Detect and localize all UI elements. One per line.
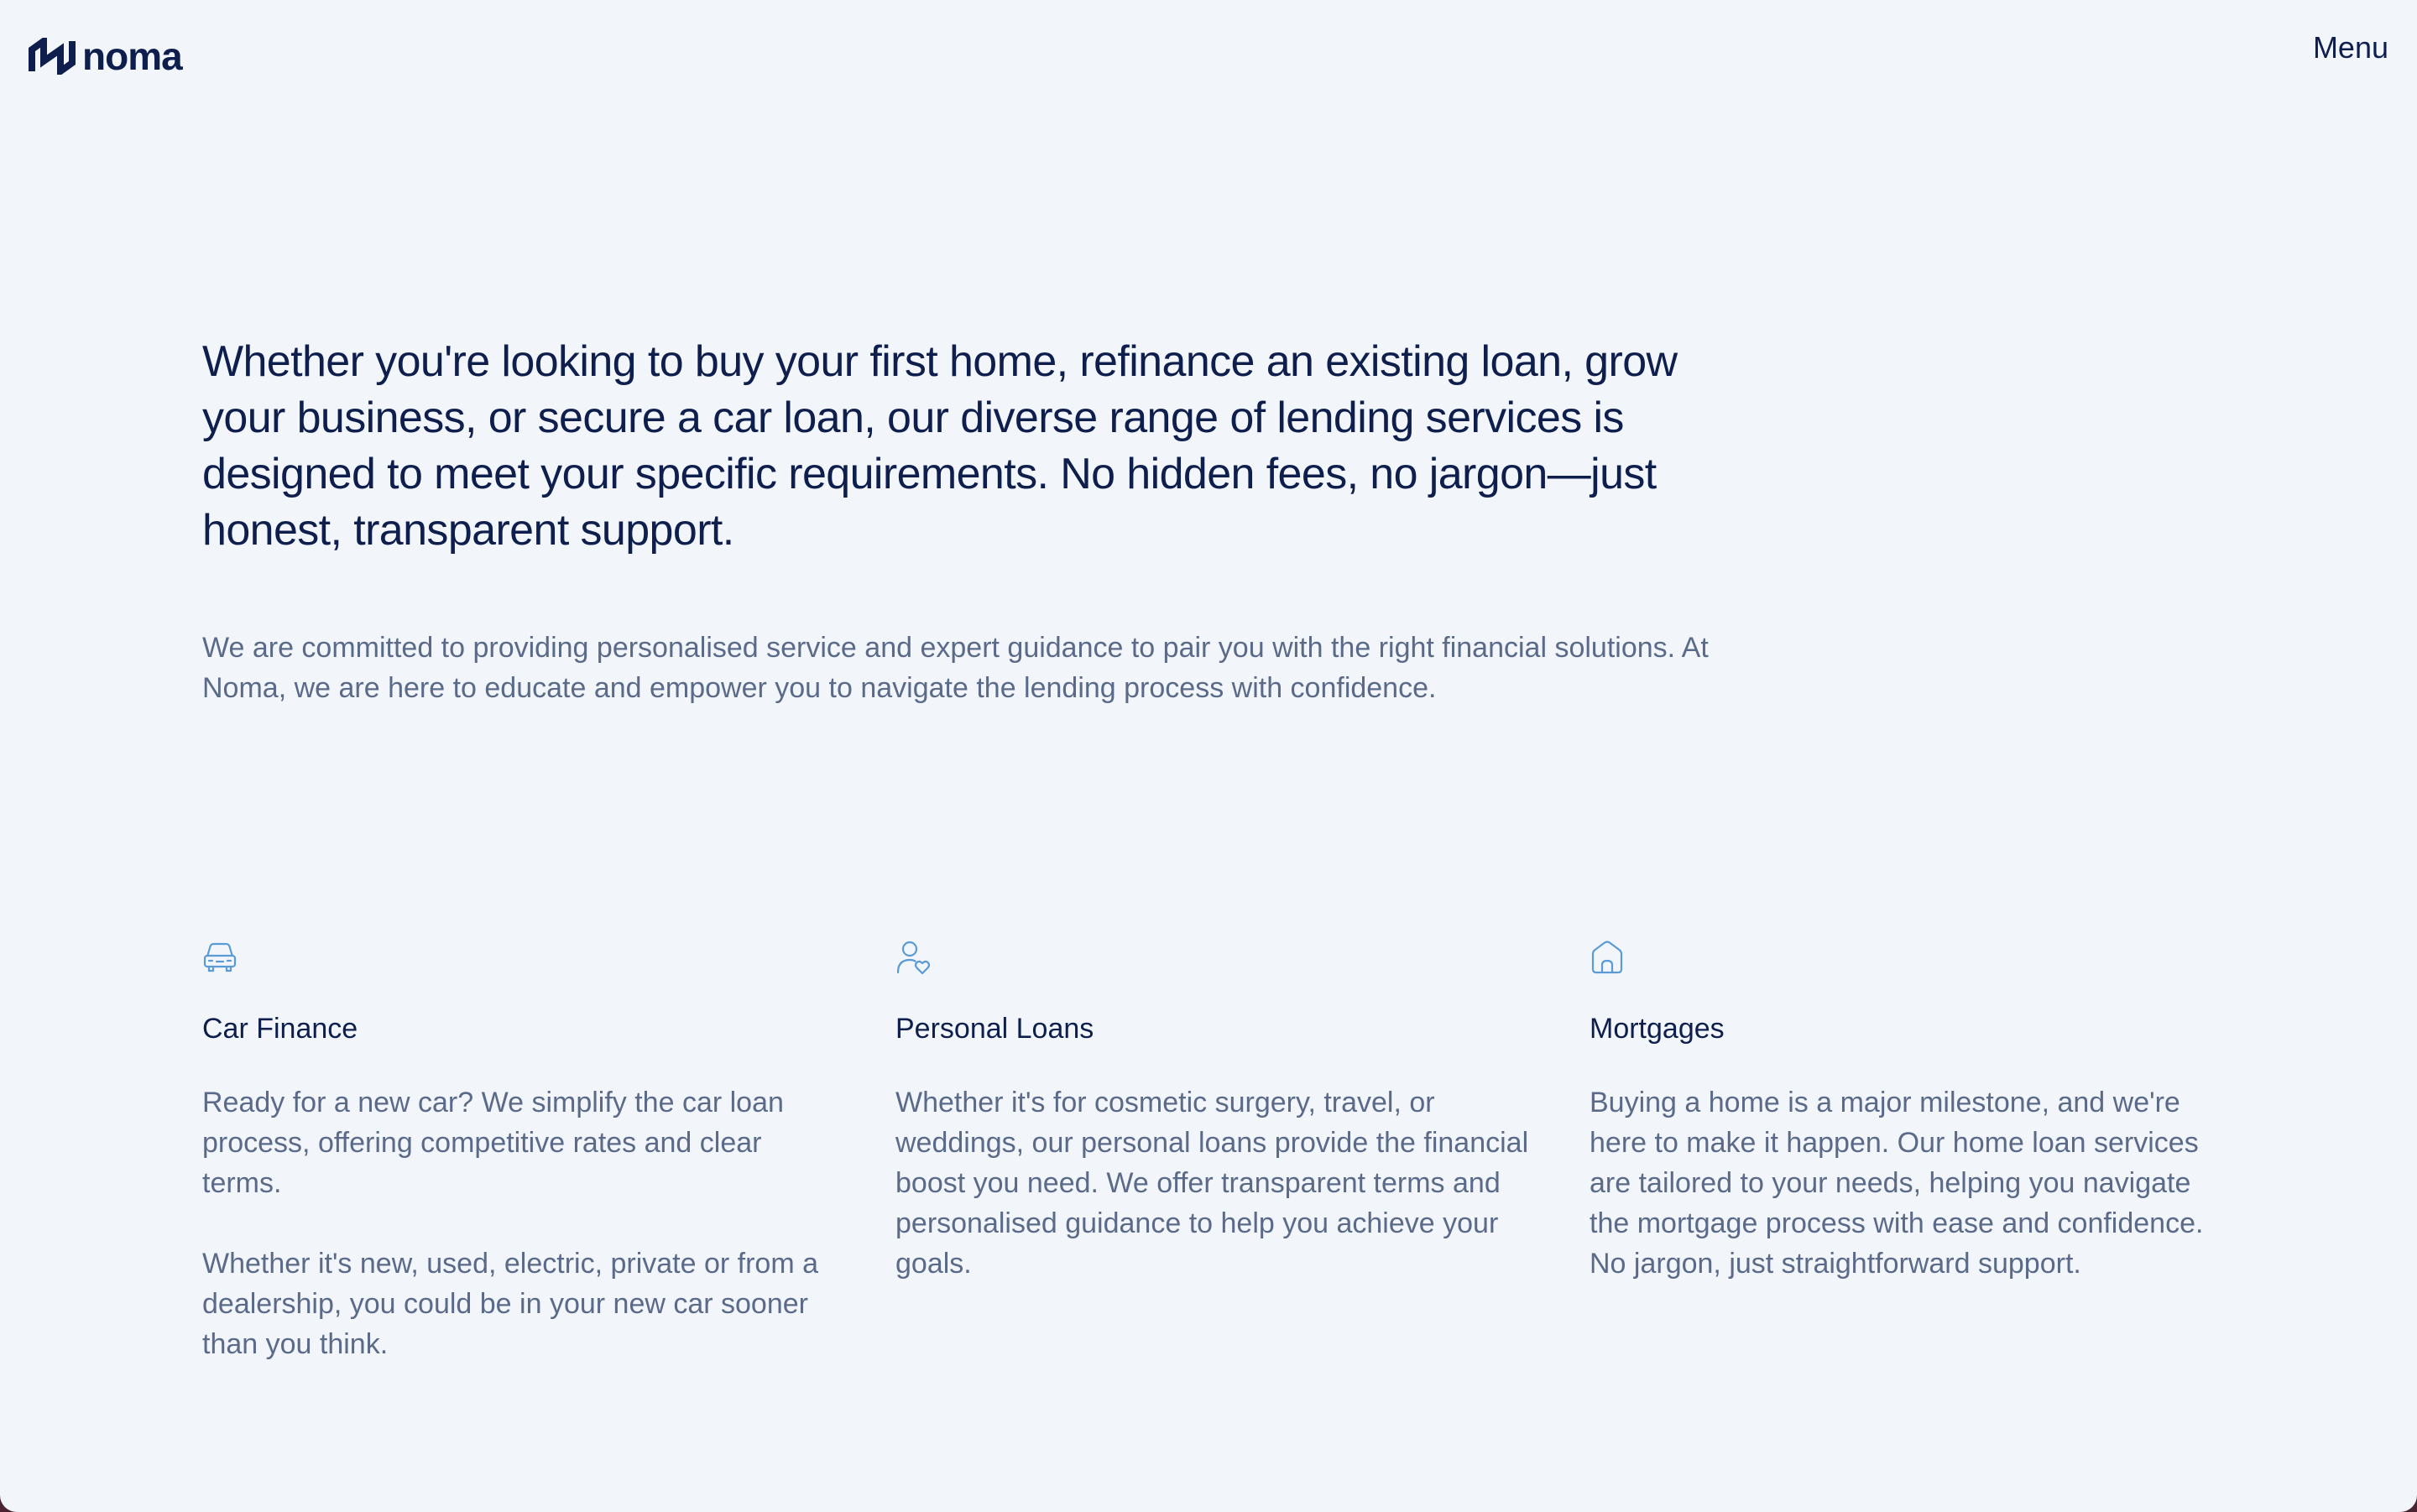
service-paragraph: Whether it's for cosmetic surgery, travel, or weddings, our personal loans provide the financial boost you need. We offer transparent terms and personalised guidance to help you achieve your goals. bbox=[895, 1087, 1529, 1280]
service-car-finance bbox=[202, 940, 840, 1360]
hero-heading: Whether you're looking to buy your first home, refinance an existing loan, grow your business, or secure a car loan, our diverse range of lending services is designed to meet your specific requirements. No hidden fees, no jargon—just honest, transparent support. bbox=[202, 337, 1678, 555]
car-icon bbox=[202, 940, 238, 975]
noma-logo-icon bbox=[29, 38, 76, 75]
service-mortgages bbox=[1590, 940, 2227, 1280]
service-description bbox=[1590, 1082, 2227, 1284]
service-description bbox=[202, 1082, 840, 1364]
home-icon bbox=[1590, 940, 1625, 975]
service-title: Mortgages bbox=[1590, 1013, 1725, 1045]
service-paragraph: Buying a home is a major milestone, and we're here to make it happen. Our home loan services are tailored to your needs, helping you navigate the mortgage process with ease and confidence. No jargon, just straightforward support. bbox=[1590, 1087, 2204, 1280]
user-heart-icon bbox=[895, 940, 931, 975]
menu-button[interactable]: Menu bbox=[2312, 30, 2388, 65]
service-paragraph: Whether it's new, used, electric, private or from a dealership, you could be in your new car sooner than you think. bbox=[202, 1248, 819, 1360]
service-title: Car Finance bbox=[202, 1013, 358, 1045]
service-title: Personal Loans bbox=[895, 1013, 1094, 1045]
hero-text: We are committed to providing personalised service and expert guidance to pair you with the right financial solutions. At Noma, we are here to educate and empower you to navigate the lending process with confidence. bbox=[202, 632, 1709, 704]
brand-name: noma bbox=[82, 34, 182, 78]
service-description bbox=[895, 1082, 1533, 1284]
logo-link[interactable] bbox=[29, 34, 182, 78]
service-paragraph: Ready for a new car? We simplify the car loan process, offering competitive rates and clear terms. bbox=[202, 1087, 784, 1199]
service-personal-loans bbox=[895, 940, 1533, 1280]
